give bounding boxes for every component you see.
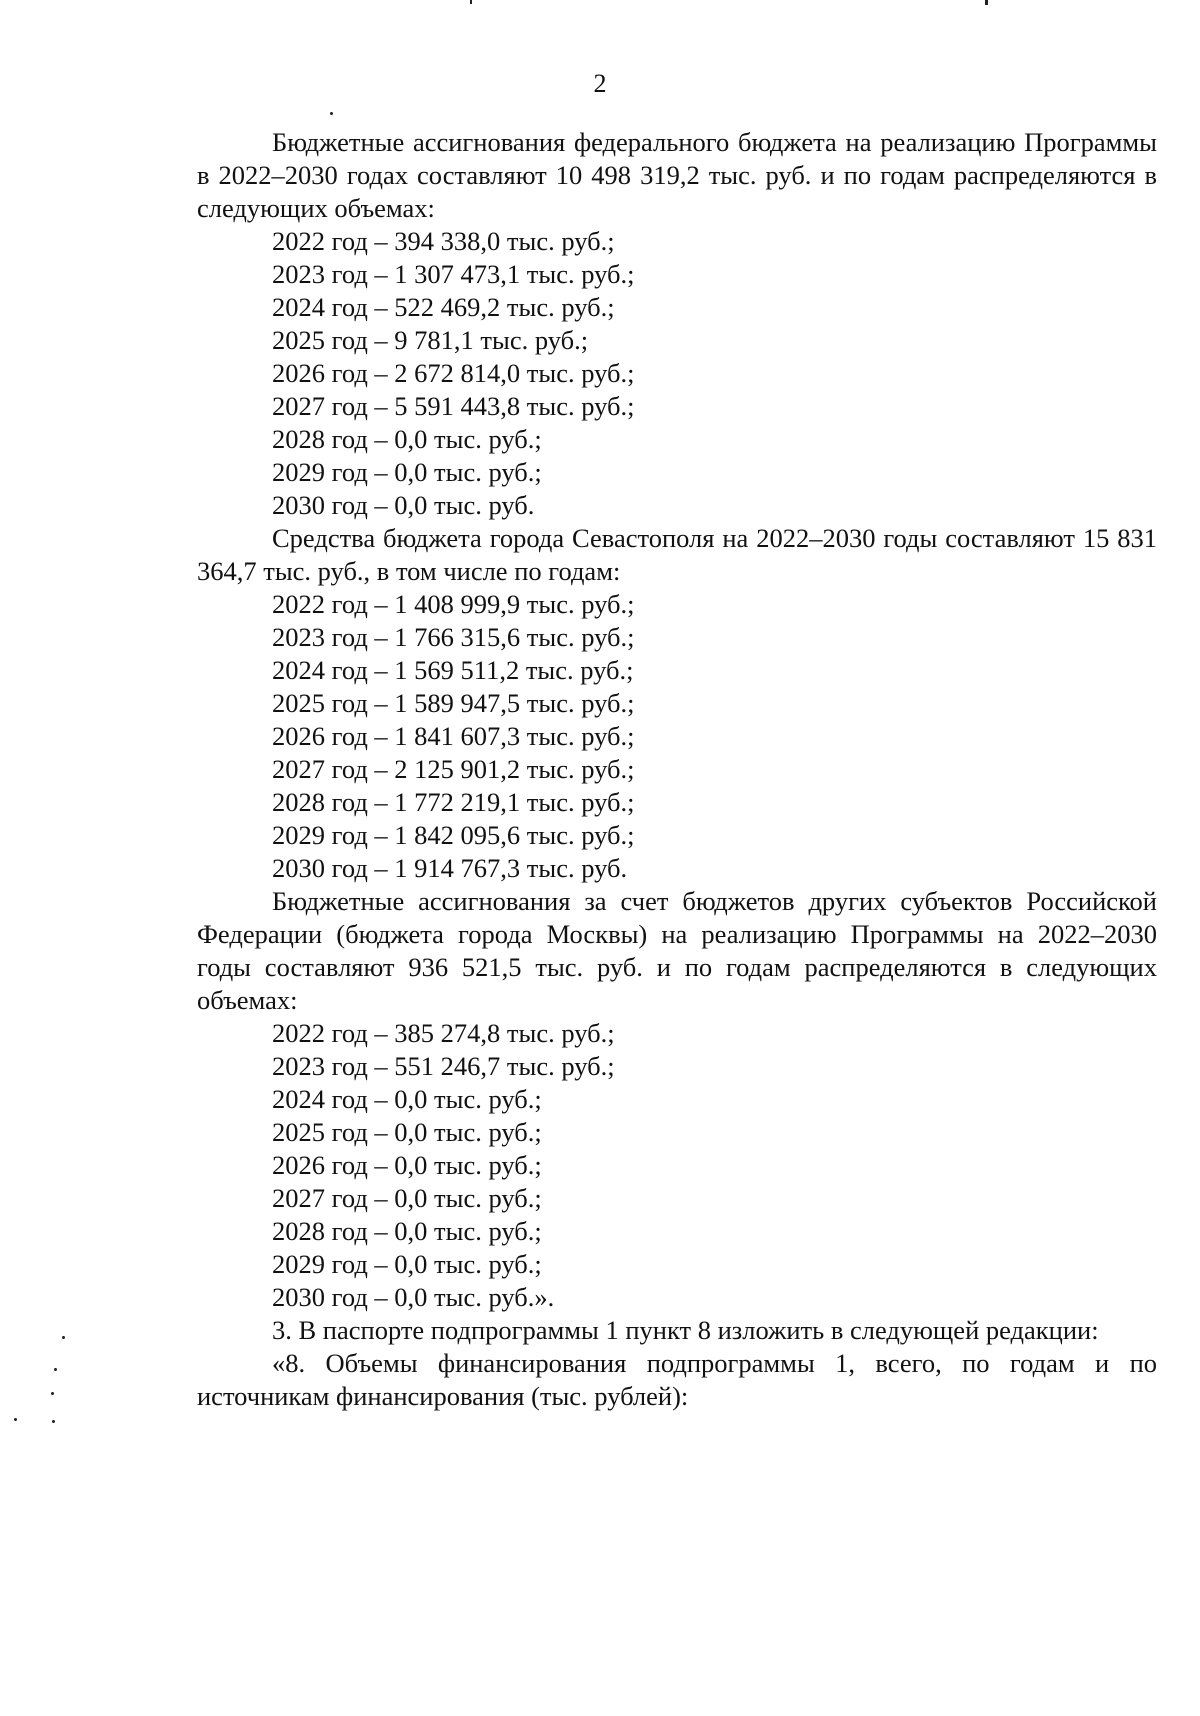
scan-speck bbox=[52, 1420, 55, 1423]
list-item: 2028 год – 0,0 тыс. руб.; bbox=[272, 424, 542, 454]
list-item: 2023 год – 1 766 315,6 тыс. руб.; bbox=[272, 622, 635, 652]
list-item: 2027 год – 0,0 тыс. руб.; bbox=[272, 1183, 542, 1213]
list-item: 2023 год – 551 246,7 тыс. руб.; bbox=[272, 1051, 615, 1081]
list-item: 2022 год – 1 408 999,9 тыс. руб.; bbox=[272, 589, 635, 619]
list-item: 2026 год – 0,0 тыс. руб.; bbox=[272, 1150, 542, 1180]
list-item: 2027 год – 5 591 443,8 тыс. руб.; bbox=[272, 391, 635, 421]
list-item: 2025 год – 1 589 947,5 тыс. руб.; bbox=[272, 688, 635, 718]
list-item: 2029 год – 0,0 тыс. руб.; bbox=[272, 1249, 542, 1279]
federal-budget-paragraph: Бюджетные ассигнования федерального бюджета на реализацию Программы в 2022–2030 годах составляют 10 498 319,2 тыс. руб. и по годам распределяются в следующих объемах: bbox=[197, 127, 1157, 223]
list-item: 2030 год – 1 914 767,3 тыс. руб. bbox=[272, 853, 628, 883]
scan-speck bbox=[51, 1392, 54, 1395]
moscow-budget-paragraph: Бюджетные ассигнования за счет бюджетов других субъектов Российской Федерации (бюджета города Москвы) на реализацию Программы на 2022–2030 годы составляют 936 521,5 тыс. руб. и по годам распределяются в следующих объемах: bbox=[197, 886, 1157, 1015]
list-item: 2029 год – 1 842 095,6 тыс. руб.; bbox=[272, 820, 635, 850]
scan-speck bbox=[62, 1336, 65, 1339]
clause-3-paragraph: 3. В паспорте подпрограммы 1 пункт 8 изложить в следующей редакции: bbox=[272, 1315, 1099, 1345]
list-item: 2027 год – 2 125 901,2 тыс. руб.; bbox=[272, 754, 635, 784]
list-item: 2023 год – 1 307 473,1 тыс. руб.; bbox=[272, 259, 635, 289]
list-item: 2026 год – 2 672 814,0 тыс. руб.; bbox=[272, 358, 635, 388]
list-item: 2024 год – 0,0 тыс. руб.; bbox=[272, 1084, 542, 1114]
list-item: 2022 год – 394 338,0 тыс. руб.; bbox=[272, 226, 615, 256]
federal-budget-year-list bbox=[197, 225, 1157, 522]
page-number: 2 bbox=[593, 69, 607, 98]
list-item: 2030 год – 0,0 тыс. руб. bbox=[272, 490, 535, 520]
list-item: 2024 год – 522 469,2 тыс. руб.; bbox=[272, 292, 615, 322]
list-item: 2026 год – 1 841 607,3 тыс. руб.; bbox=[272, 721, 635, 751]
list-item: 2025 год – 9 781,1 тыс. руб.; bbox=[272, 325, 589, 355]
moscow-budget-year-list bbox=[197, 1017, 1157, 1314]
scan-speck bbox=[330, 112, 333, 115]
scan-speck bbox=[54, 1368, 57, 1371]
list-item: 2028 год – 0,0 тыс. руб.; bbox=[272, 1216, 542, 1246]
clause-8-paragraph: «8. Объемы финансирования подпрограммы 1, всего, по годам и по источникам финансирования (тыс. рублей): bbox=[197, 1348, 1157, 1411]
scan-mark bbox=[470, 0, 472, 4]
list-item: 2022 год – 385 274,8 тыс. руб.; bbox=[272, 1018, 615, 1048]
scan-speck bbox=[14, 1418, 17, 1421]
list-item: 2030 год – 0,0 тыс. руб.». bbox=[272, 1282, 555, 1312]
scan-mark bbox=[985, 0, 988, 5]
list-item: 2024 год – 1 569 511,2 тыс. руб.; bbox=[272, 655, 634, 685]
list-item: 2025 год – 0,0 тыс. руб.; bbox=[272, 1117, 542, 1147]
sevastopol-budget-paragraph: Средства бюджета города Севастополя на 2022–2030 годы составляют 15 831 364,7 тыс. руб., в том числе по годам: bbox=[197, 523, 1157, 586]
list-item: 2028 год – 1 772 219,1 тыс. руб.; bbox=[272, 787, 635, 817]
document-body bbox=[197, 126, 1157, 1413]
sevastopol-budget-year-list bbox=[197, 588, 1157, 885]
list-item: 2029 год – 0,0 тыс. руб.; bbox=[272, 457, 542, 487]
